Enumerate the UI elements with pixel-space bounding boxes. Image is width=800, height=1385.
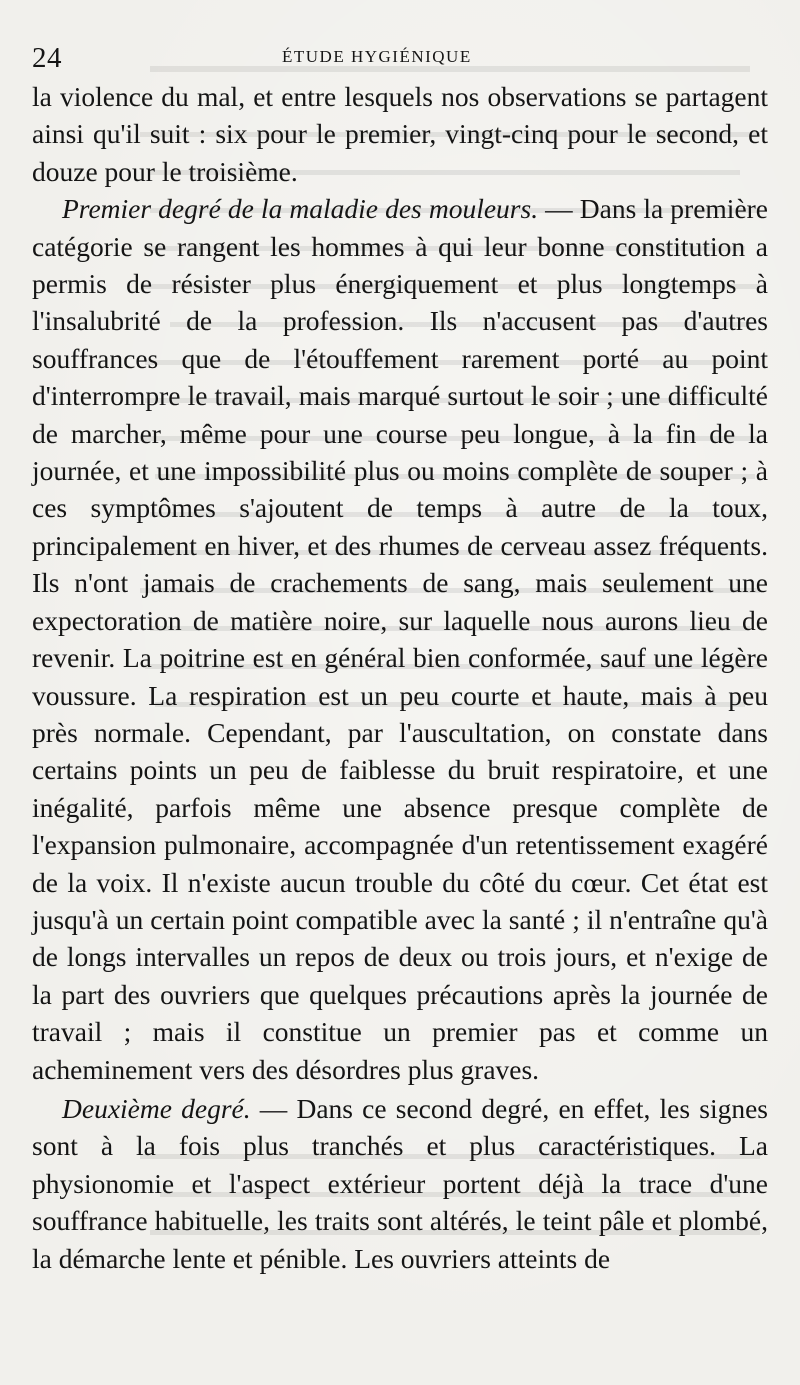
paragraph-text: — Dans ce second degré, en effet, les signes sont à la fois plus tranchés et plus caractéristiques. La physionomie et l'aspect extérieur portent déjà la trace d'une souffrance habituelle, les traits sont altérés, le teint pâle et plombé, la démarche lente et pénible. Les ouvriers atteints de	[32, 1092, 768, 1274]
section-rubric: Premier degré de la maladie des mouleurs.	[62, 193, 539, 225]
paragraph-text: la violence du mal, et entre lesquels nos observations se partagent ainsi qu'il suit : six pour le premier, vingt-cinq pour le second, et douze pour le troisième.	[32, 81, 768, 187]
page-number: 24	[32, 42, 62, 74]
running-title: ÉTUDE HYGIÉNIQUE	[282, 47, 472, 66]
paragraph-continued	[32, 78, 768, 190]
body-text	[32, 78, 768, 1277]
section-rubric: Deuxième degré.	[62, 1092, 251, 1124]
paragraph-text: — Dans la première catégorie se rangent les hommes à qui leur bonne constitution a permis de résister plus énergiquement et plus longtemps à l'insalubrité de la profession. Ils n'accusent pas d'autres souffrances que de l'étouffement rarement porté au point d'interrompre le travail, mais marqué surtout le soir ; une difficulté de marcher, même pour une course peu longue, à la fin de la journée, et une impossibilité plus ou moins complète de souper ; à ces symptômes s'ajoutent de temps à autre de la toux, principalement en hiver, et des rhumes de cerveau assez fréquents. Ils n'ont jamais de crachements de sang, mais seulement une expectoration de matière noire, sur laquelle nous aurons lieu de revenir. La poitrine est en général bien conformée, sauf une légère voussure. La respiration est un peu courte et haute, mais à peu près normale. Cependant, par l'auscultation, on constate dans certains points un peu de faiblesse du bruit respiratoire, et une inégalité, parfois même une absence presque complète de l'expansion pulmonaire, accompagnée d'un retentissement exagéré de la voix. Il n'existe aucun trouble du côté du cœur. Cet état est jusqu'à un certain point compatible avec la santé ; il n'entraîne qu'à de longs intervalles un repos de deux ou trois jours, et n'exige de la part des ouvriers que quelques précautions après la journée de travail ; mais il constitue un premier pas et comme un acheminement vers des désordres plus graves.	[32, 193, 769, 1085]
paragraph-first-degree	[32, 190, 768, 1088]
running-head	[32, 38, 768, 78]
paragraph-second-degree	[32, 1090, 768, 1277]
